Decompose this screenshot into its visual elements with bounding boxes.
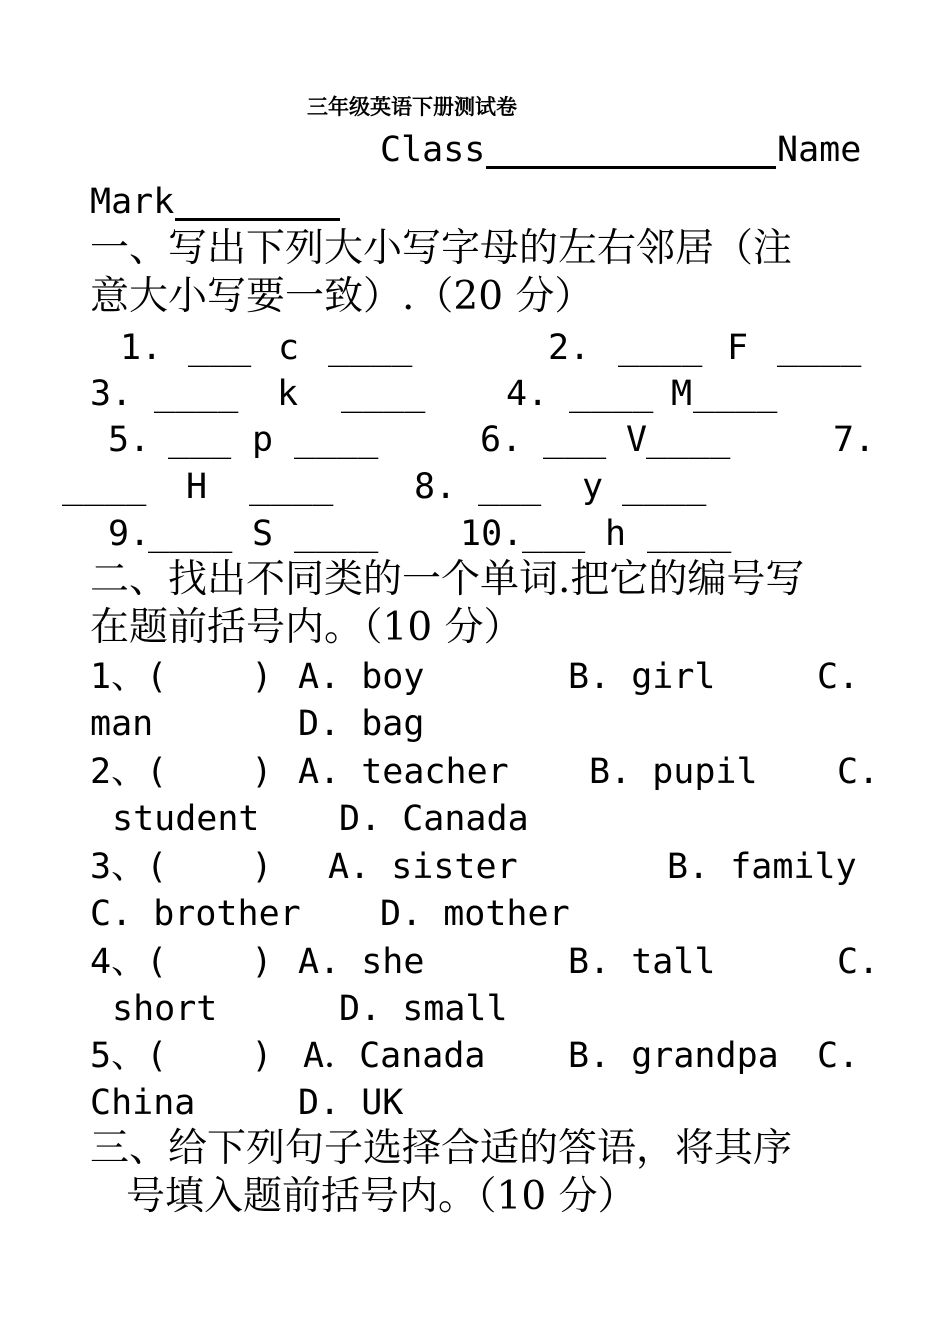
answer-blank[interactable]: ____ [249,467,334,507]
option-c-word: short [112,989,218,1029]
answer-blank[interactable]: ___ [478,467,542,507]
option-b: B. family [667,847,857,887]
option-c: C. [837,752,880,792]
item-letter: F [727,328,749,368]
option-a: A. sister [328,847,518,887]
option-b: B. tall [568,942,716,982]
option-d: D. small [339,989,508,1029]
answer-blank[interactable]: ____ [294,514,379,554]
option-d: D. UK [298,1083,404,1123]
question-prefix: 3、( ) [90,847,273,887]
item-number: 2. [548,328,591,368]
section3-heading-cont: 号填入题前括号内。（10 分） [126,1174,637,1219]
answer-blank[interactable]: ____ [154,374,239,414]
answer-blank[interactable]: ____ [618,328,703,368]
answer-blank[interactable]: ____ [148,514,233,554]
section2-heading-cont: 在题前括号内。（10 分） [90,605,523,650]
section1-heading: 一、写出下列大小写字母的左右邻居（注 [90,226,793,271]
answer-blank[interactable]: ____ [646,420,731,460]
option-d: D. Canada [339,799,529,839]
item-number: 10. [460,514,524,554]
option-b: B. girl [568,657,716,697]
page-title: 三年级英语下册测试卷 [307,95,517,119]
class-blank[interactable] [486,138,776,169]
item-number: 4. [506,374,549,414]
option-c: C. [817,1036,860,1076]
item-letter: S [252,514,274,554]
option-a: A. boy [298,657,425,697]
class-label: Class [380,130,486,170]
mark-blank[interactable] [175,190,340,221]
item-number: 1. [120,328,163,368]
answer-blank[interactable]: ____ [294,420,379,460]
answer-blank[interactable]: ___ [543,420,607,460]
option-b: B. grandpa [568,1036,779,1076]
option-a: A．Canada [303,1036,486,1076]
item-number: 8. [414,467,457,507]
option-c-word: China [90,1083,196,1123]
item-number: 6. [480,420,523,460]
item-letter: k [277,374,299,414]
item-letter: h [605,514,627,554]
option-a: A. she [298,942,425,982]
answer-blank[interactable]: ____ [647,514,732,554]
answer-blank[interactable]: ___ [188,328,252,368]
mark-label: Mark [90,182,175,222]
item-letter: V [626,420,648,460]
item-letter: p [252,420,274,460]
section2-heading: 二、找出不同类的一个单词.把它的编号写 [90,557,805,602]
item-number: 5. [108,420,151,460]
answer-blank[interactable]: ____ [569,374,654,414]
option-d: D. mother [380,894,570,934]
name-label: Name [777,130,862,170]
question-prefix: 2、( ) [90,752,273,792]
question-prefix: 5、( ) [90,1036,273,1076]
item-number: 7. [833,420,876,460]
item-letter: y [582,467,604,507]
section3-heading: 三、给下列句子选择合适的答语，将其序 [90,1126,793,1171]
option-a: A. teacher [298,752,509,792]
item-letter: M [671,374,693,414]
answer-blank[interactable]: ____ [693,374,778,414]
answer-blank[interactable]: ___ [168,420,232,460]
item-letter: H [186,467,208,507]
section1-heading-cont: 意大小写要一致）.（20 分） [90,274,594,319]
option-c-word: student [112,799,260,839]
option-c-word: man [90,704,154,744]
option-d: D. bag [298,704,425,744]
option-b: B. pupil [589,752,758,792]
item-number: 3. [90,374,133,414]
option-c: C. [817,657,860,697]
answer-blank[interactable]: ____ [777,328,862,368]
question-prefix: 1、( ) [90,657,273,697]
question-prefix: 4、( ) [90,942,273,982]
option-c: C. [837,942,880,982]
item-letter: c [278,328,300,368]
option-c: C. brother [90,894,301,934]
answer-blank[interactable]: ____ [328,328,413,368]
answer-blank[interactable]: ____ [622,467,707,507]
answer-blank[interactable]: ___ [522,514,586,554]
answer-blank[interactable]: ____ [341,374,426,414]
item-number: 9. [108,514,151,554]
answer-blank[interactable]: ____ [62,467,147,507]
